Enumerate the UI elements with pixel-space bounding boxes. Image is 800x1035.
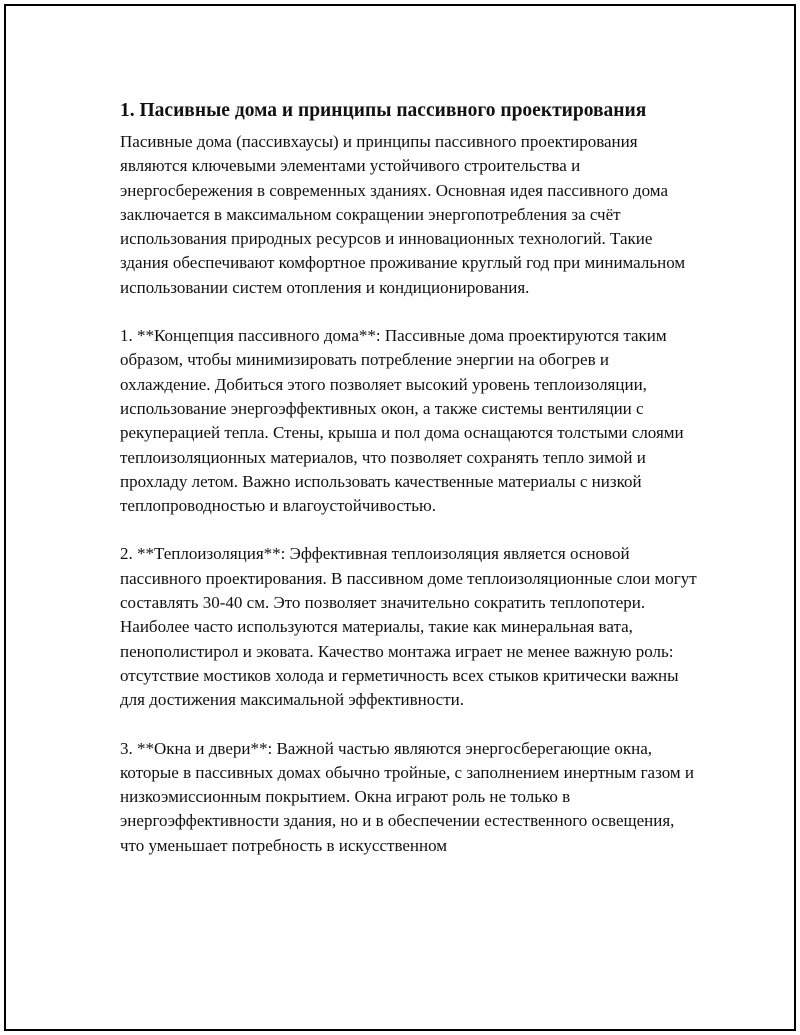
section-heading: 1. Пасивные дома и принципы пассивного проектирования	[120, 100, 647, 121]
paragraph-intro: Пасивные дома (пассивхаусы) и принципы пассивного проектирования являются ключевыми элементами устойчивого строительства и энергосбережения в современных зданиях. Основная идея пассивного дома заключается в максимальном сокращении энергопотребления за счёт использования природных ресурсов и инновационных технологий. Такие здания обеспечивают комфортное проживание круглый год при минимальном использовании систем отопления и кондиционирования.	[120, 132, 686, 297]
paragraph-concept: 1. **Концепция пассивного дома**: Пассивные дома проектируются таким образом, чтобы минимизировать потребление энергии на обогрев и охлаждение. Добиться этого позволяет высокий уровень теплоизоляции, использование энергоэффективных окон, а также системы вентиляции с рекуперацией тепла. Стены, крыша и пол дома оснащаются толстыми слоями теплоизоляционных материалов, что позволяет сохранять тепло зимой и прохладу летом. Важно использовать качественные материалы с низкой теплопроводностью и влагоустойчивостью.	[120, 326, 684, 516]
page-frame	[4, 4, 796, 1031]
document-body	[120, 98, 700, 882]
paragraph-windows: 3. **Окна и двери**: Важной частью являются энергосберегающие окна, которые в пассивных домах обычно тройные, с заполнением инертным газом и низкоэмиссионным покрытием. Окна играют роль не только в энергоэффективности здания, но и в обеспечении естественного освещения, что уменьшает потребность в искусственном	[120, 738, 694, 855]
paragraph-insulation: 2. **Теплоизоляция**: Эффективная теплоизоляция является основой пассивного проектирования. В пассивном доме теплоизоляционные слои могут составлять 30-40 см. Это позволяет значительно сократить теплопотери. Наиболее часто используются материалы, такие как минеральная вата, пенополистирол и эковата. Качество монтажа играет не менее важную роль: отсутствие мостиков холода и герметичность всех стыков критически важны для достижения максимальной эффективности.	[120, 544, 697, 710]
